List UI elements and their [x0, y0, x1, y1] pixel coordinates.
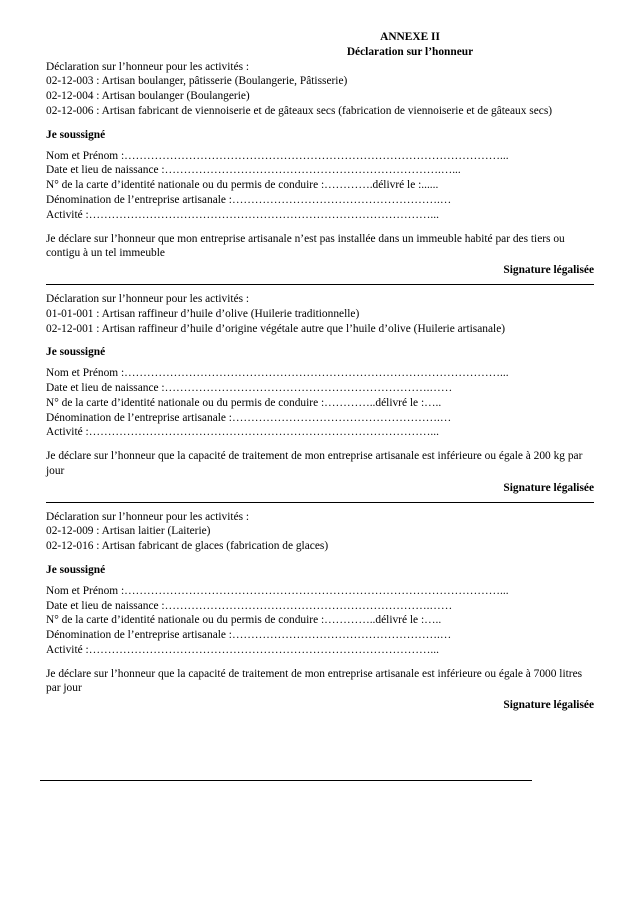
field-birth: Date et lieu de naissance :…………………………………………………………….…… — [46, 599, 453, 612]
document-page — [46, 30, 594, 713]
field-company: Dénomination de l’entreprise artisanale :……………………………………………….… — [46, 629, 452, 642]
field-birth: Date et lieu de naissance :……………………………………………………………….…... — [46, 164, 461, 177]
signature-label: Signature légalisée — [503, 481, 594, 494]
declaration-section-2 — [46, 292, 594, 503]
page-title: Déclaration sur l’honneur — [346, 45, 474, 58]
field-id-card: N° de la carte d’identité nationale ou du permis de conduire :…………..délivré le :….. — [46, 396, 442, 409]
field-activity: Activité :………………………………………………………………………………... — [46, 426, 439, 439]
declaration-section-1 — [46, 60, 594, 285]
declaration-section-3 — [46, 510, 594, 714]
section-divider — [46, 284, 594, 285]
field-company: Dénomination de l’entreprise artisanale :……………………………………………….… — [46, 193, 452, 206]
field-id-card: N° de la carte d’identité nationale ou du permis de conduire :…………..délivré le :….. — [46, 614, 442, 627]
activity-item: 02-12-006 : Artisan fabricant de viennoiserie et de gâteaux secs (fabrication de viennoiserie et de gâteaux secs) — [46, 104, 553, 117]
je-soussigne-heading: Je soussigné — [46, 563, 106, 576]
section-intro: Déclaration sur l’honneur pour les activités : — [46, 60, 250, 73]
activity-item: 02-12-003 : Artisan boulanger, pâtisserie (Boulangerie, Pâtisserie) — [46, 75, 348, 88]
field-name: Nom et Prénom :………………………………………………………………………………………... — [46, 367, 509, 380]
field-birth: Date et lieu de naissance :…………………………………………………………….…… — [46, 381, 453, 394]
activity-item: 02-12-004 : Artisan boulanger (Boulangerie) — [46, 90, 250, 103]
declaration-text: Je déclare sur l’honneur que la capacité de traitement de mon entreprise artisanale est inférieure ou égale à 7000 litres par jour — [46, 667, 583, 695]
signature-label: Signature légalisée — [503, 699, 594, 712]
annexe-heading: ANNEXE II — [380, 31, 440, 43]
declaration-text: Je déclare sur l’honneur que mon entreprise artisanale n’est pas installée dans un immeuble habité par des tiers ou contigu à un tel immeuble — [46, 232, 565, 260]
field-activity: Activité :………………………………………………………………………………... — [46, 208, 439, 221]
signature-label: Signature légalisée — [503, 264, 594, 277]
je-soussigne-heading: Je soussigné — [46, 346, 106, 359]
activity-item: 02-12-016 : Artisan fabricant de glaces (fabrication de glaces) — [46, 540, 329, 553]
declaration-text: Je déclare sur l’honneur que la capacité de traitement de mon entreprise artisanale est inférieure ou égale à 200 kg par jour — [46, 450, 583, 477]
final-divider — [40, 780, 532, 781]
je-soussigne-heading: Je soussigné — [46, 128, 106, 141]
field-activity: Activité :………………………………………………………………………………... — [46, 643, 439, 656]
field-name: Nom et Prénom :………………………………………………………………………………………... — [46, 584, 509, 597]
section-divider — [46, 502, 594, 503]
activity-item: 01-01-001 : Artisan raffineur d’huile d’olive (Huilerie traditionnelle) — [46, 307, 360, 320]
activity-item: 02-12-001 : Artisan raffineur d’huile d’origine végétale autre que l’huile d’olive (Huilerie artisanale) — [46, 322, 506, 335]
section-intro: Déclaration sur l’honneur pour les activités : — [46, 292, 250, 305]
field-company: Dénomination de l’entreprise artisanale :……………………………………………….… — [46, 411, 452, 424]
field-id-card: N° de la carte d’identité nationale ou du permis de conduire :………….délivré le :...... — [46, 179, 439, 192]
section-intro: Déclaration sur l’honneur pour les activités : — [46, 510, 250, 523]
field-name: Nom et Prénom :………………………………………………………………………………………... — [46, 149, 509, 162]
activity-item: 02-12-009 : Artisan laitier (Laiterie) — [46, 525, 211, 538]
